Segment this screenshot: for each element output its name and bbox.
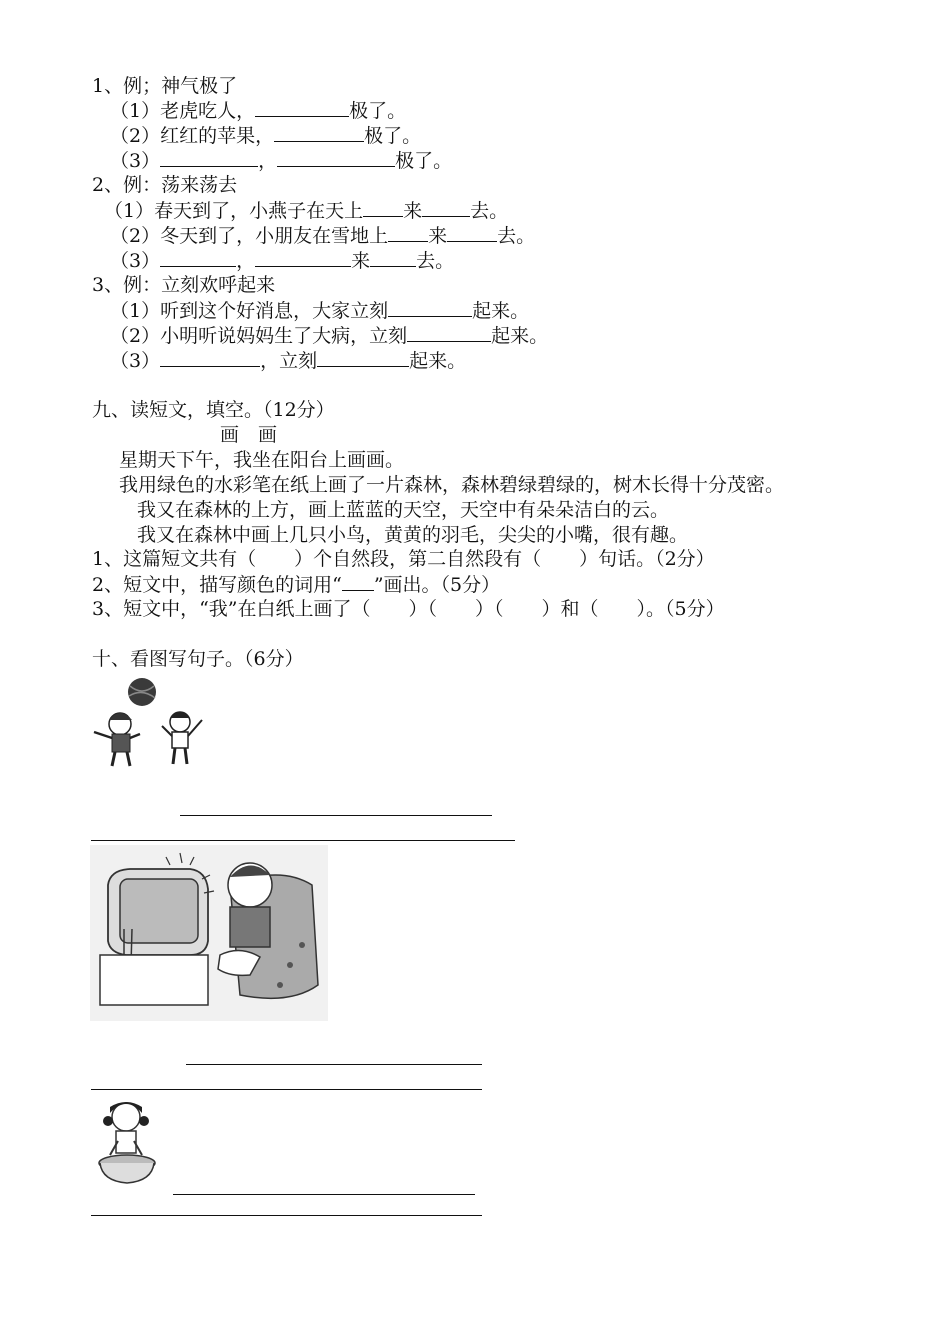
sub-question-2: 2、短文中，描写颜色的词用“ ”画出。（5分） [92, 574, 501, 596]
girl-washing-illustration [96, 1097, 158, 1185]
writing-line[interactable] [91, 1215, 482, 1216]
example-2-item-1: （1）春天到了，小燕子在天上 来 去。 [104, 200, 509, 222]
example-3-item-2: （2）小明听说妈妈生了大病，立刻 起来。 [110, 325, 549, 347]
passage-paragraph-4: 我又在森林中画上几只小鸟，黄黄的羽毛，尖尖的小嘴，很有趣。 [137, 524, 689, 546]
answer-blank[interactable] [407, 323, 491, 342]
kids-playing-ball-illustration [90, 676, 215, 770]
writing-line[interactable] [180, 815, 492, 816]
writing-line[interactable] [173, 1194, 475, 1195]
section-10-heading: 十、看图写句子。（6分） [92, 648, 304, 670]
writing-line[interactable] [91, 1089, 482, 1090]
answer-blank[interactable] [274, 123, 364, 142]
example-3-item-1: （1）听到这个好消息，大家立刻 起来。 [110, 300, 530, 322]
answer-blank[interactable] [160, 148, 258, 167]
sub-question-1: 1、这篇短文共有（ ）个自然段，第二自然段有（ ）句话。（2分） [92, 548, 715, 570]
example-2-item-2: （2）冬天到了，小朋友在雪地上 来 去。 [110, 225, 536, 247]
answer-blank[interactable] [255, 98, 349, 117]
answer-blank[interactable] [342, 572, 374, 591]
answer-blank[interactable] [255, 248, 351, 267]
answer-blank[interactable] [277, 148, 395, 167]
answer-blank[interactable] [422, 198, 470, 217]
writing-line[interactable] [91, 840, 515, 841]
answer-blank[interactable] [447, 223, 497, 242]
answer-blank[interactable] [160, 248, 236, 267]
passage-title: 画 画 [220, 424, 278, 446]
example-3-item-3: （3） ，立刻 起来。 [110, 350, 467, 372]
answer-blank[interactable] [370, 248, 416, 267]
example-2-item-3: （3） ， 来 去。 [110, 250, 455, 272]
sub-question-3: 3、短文中，“我”在白纸上画了（ ）（ ）（ ）和（ ）。（5分） [92, 598, 725, 620]
example-3-label: 3、例：立刻欢呼起来 [92, 274, 276, 296]
section-9-heading: 九、读短文，填空。（12分） [92, 399, 335, 421]
answer-blank[interactable] [363, 198, 403, 217]
passage-paragraph-2: 我用绿色的水彩笔在纸上画了一片森林，森林碧绿碧绿的，树木长得十分茂密。 [119, 474, 785, 496]
example-2-label: 2、例：荡来荡去 [92, 174, 238, 196]
answer-blank[interactable] [317, 348, 409, 367]
example-1-item-3: （3） ， 极了。 [110, 150, 453, 172]
example-1-label: 1、例；神气极了 [92, 75, 238, 97]
example-1-item-1: （1）老虎吃人， 极了。 [110, 100, 407, 122]
answer-blank[interactable] [160, 348, 260, 367]
writing-line[interactable] [186, 1064, 482, 1065]
passage-paragraph-3: 我又在森林的上方，画上蓝蓝的天空，天空中有朵朵洁白的云。 [137, 499, 670, 521]
passage-paragraph-1: 星期天下午，我坐在阳台上画画。 [119, 449, 405, 471]
answer-blank[interactable] [388, 223, 428, 242]
boy-watching-tv-illustration [90, 845, 328, 1021]
example-1-item-2: （2）红红的苹果， 极了。 [110, 125, 422, 147]
answer-blank[interactable] [388, 298, 472, 317]
